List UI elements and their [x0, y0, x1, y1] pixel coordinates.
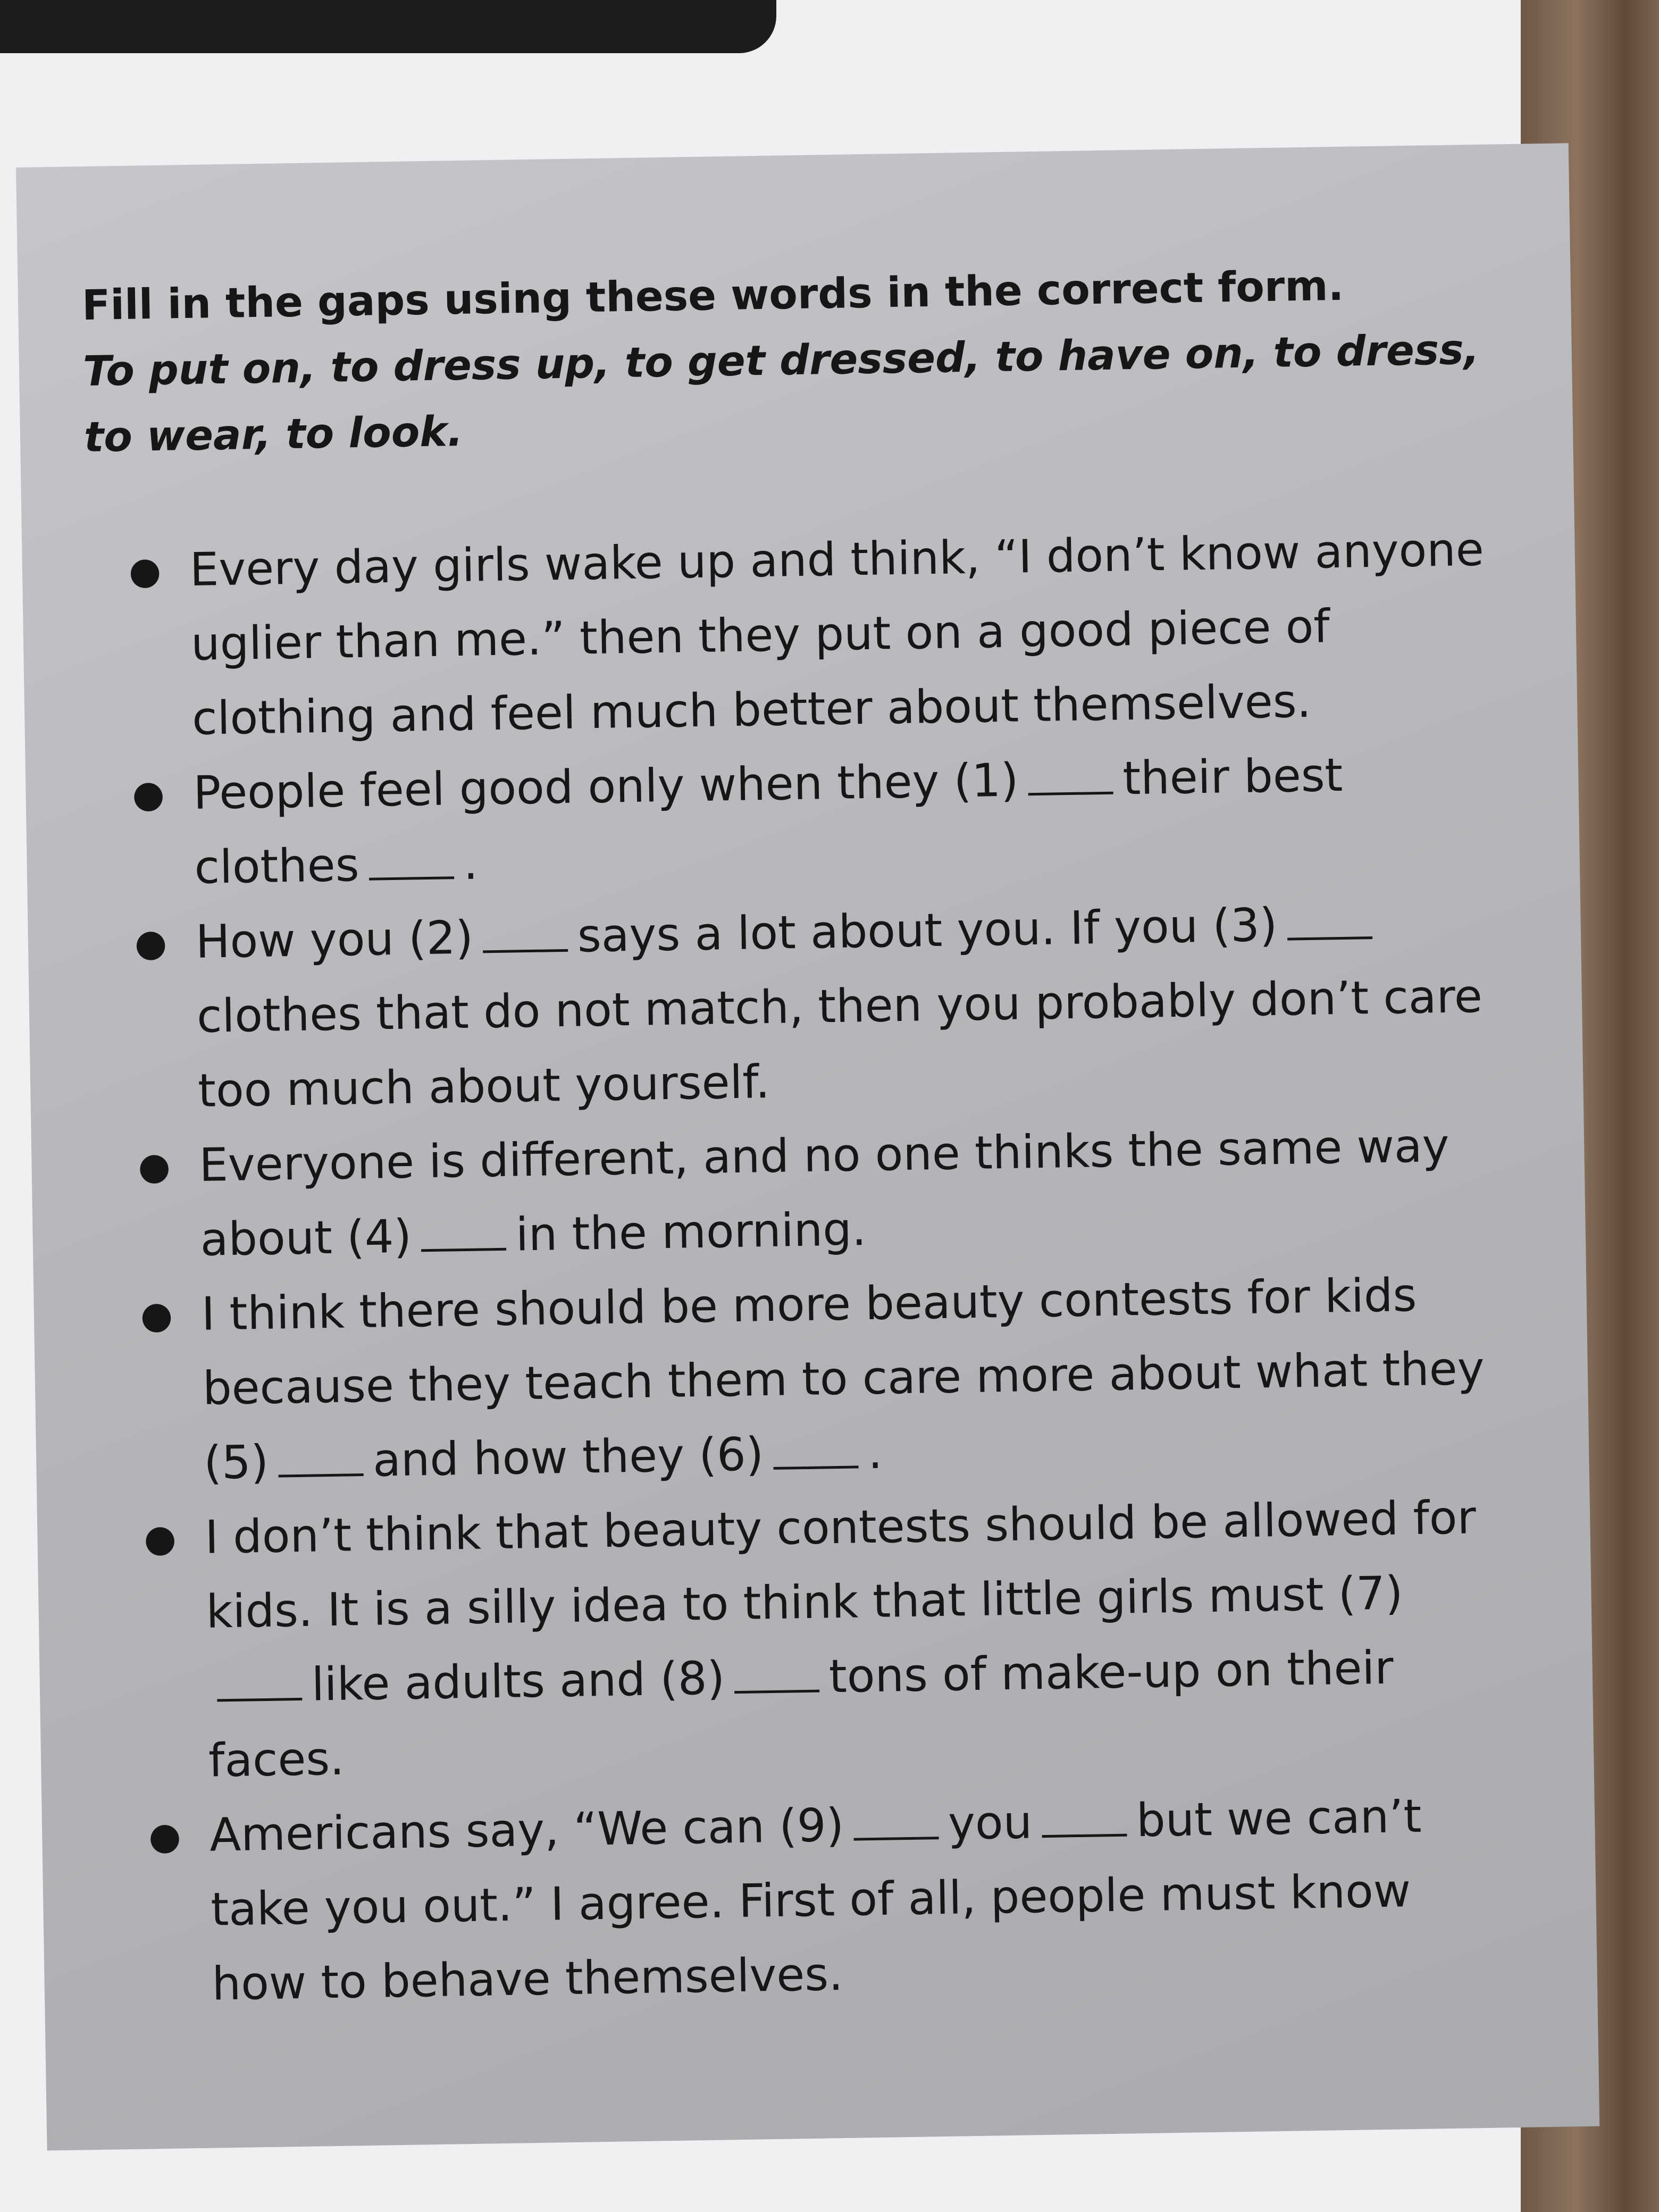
bullet-icon: ●: [148, 1814, 182, 1858]
exercise-content: [81, 251, 1512, 2023]
item-text: in the morning.: [515, 1203, 867, 1262]
bullet-icon: ●: [128, 548, 162, 593]
bullet-icon: ●: [131, 772, 165, 816]
word-list: To put on, to dress up, to get dressed, to have on, to dress, to wear, to look.: [82, 325, 1480, 462]
item-text: tons of make-up on their faces.: [208, 1641, 1394, 1788]
gap-9b-blank[interactable]: [1042, 1802, 1127, 1838]
bullet-icon: ●: [134, 920, 167, 965]
item-text: clothes that do not match, then you probably don’t care too much about yourself.: [196, 969, 1483, 1118]
gap-9-blank[interactable]: [853, 1805, 939, 1841]
list-item: [105, 1778, 1512, 2023]
exercise-instruction: Fill in the gaps using these words in the correct form.: [81, 262, 1344, 330]
item-text: People feel good only when they (1): [192, 753, 1019, 820]
item-text: .: [463, 836, 479, 890]
item-text: and how they (6): [372, 1428, 764, 1487]
gap-3-blank[interactable]: [1287, 904, 1372, 941]
list-item: [95, 1108, 1501, 1278]
gap-5-blank[interactable]: [278, 1442, 364, 1478]
list-item: [91, 884, 1498, 1129]
item-text: .: [867, 1426, 883, 1480]
gap-7-blank[interactable]: [216, 1666, 302, 1702]
item-text: Americans say, “We can (9): [209, 1798, 844, 1862]
item-text: but we can’t take you out.” I agree. First of all, people must know how to behave themselves.: [210, 1789, 1422, 2011]
item-text: Everyone is different, and no one thinks the same way about (4): [198, 1119, 1450, 1267]
sentence-list: [86, 513, 1513, 2023]
gap-2-blank[interactable]: [482, 917, 568, 953]
gap-4-blank[interactable]: [421, 1216, 506, 1252]
item-text: their best clothes: [194, 748, 1343, 894]
bullet-icon: ●: [137, 1144, 171, 1188]
item-text: like adults and (8): [311, 1652, 725, 1712]
bullet-icon: ●: [140, 1293, 173, 1337]
item-text: Every day girls wake up and think, “I don’t know anyone uglier than me.” then they put on a good piece of clothing and feel much better about themselves.: [189, 523, 1485, 745]
bullet-icon: ●: [143, 1516, 177, 1561]
list-item: [97, 1256, 1504, 1502]
item-text: I don’t think that beauty contests should be allowed for kids. It is a silly idea to think that little girls must (7): [204, 1491, 1477, 1639]
gap-1b-blank[interactable]: [368, 844, 454, 881]
gap-8-blank[interactable]: [734, 1658, 820, 1694]
exercise-panel: [16, 143, 1599, 2150]
gap-1-blank[interactable]: [1028, 760, 1113, 796]
item-text: you: [948, 1796, 1033, 1850]
item-text: I think there should be more beauty contests for kids because they teach them to care more about what they (5): [201, 1268, 1485, 1490]
item-text: How you (2): [195, 911, 474, 969]
list-item: [100, 1480, 1509, 1799]
item-text: says a lot about you. If you (3): [577, 898, 1278, 963]
list-item: [86, 513, 1493, 758]
list-item: [89, 736, 1495, 907]
device-edge: [0, 0, 776, 53]
gap-6-blank[interactable]: [773, 1434, 859, 1470]
